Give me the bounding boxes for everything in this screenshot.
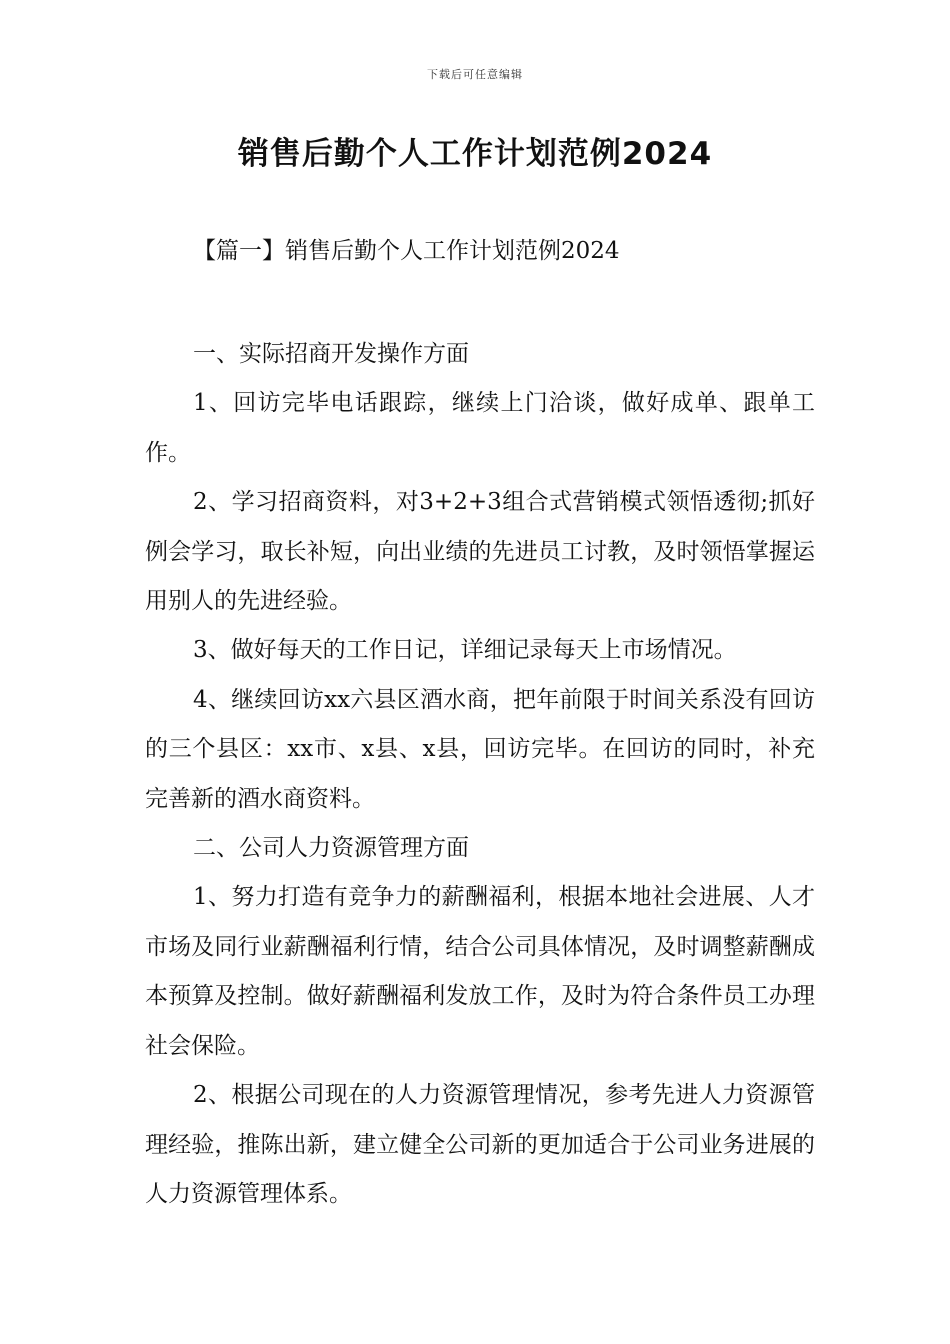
paragraph-item-3: 3、做好每天的工作日记，详细记录每天上市场情况。 (193, 637, 737, 664)
section-title: 【篇一】销售后勤个人工作计划范例2024 (193, 238, 620, 264)
paragraph-hr-item-2: 2、根据公司现在的人力资源管理情况，参考先进人力资源管理经验，推陈出新，建立健全公司新的更加适合于公司业务进展的人力资源管理体系。 (145, 1082, 815, 1207)
paragraph-item-1: 1、回访完毕电话跟踪，继续上门洽谈，做好成单、跟单工作。 (145, 390, 815, 466)
paragraph-hr-item-1: 1、努力打造有竞争力的薪酬福利，根据本地社会进展、人才市场及同行业薪酬福利行情，结合公司具体情况，及时调整薪酬成本预算及控制。做好薪酬福利发放工作，及时为符合条件员工办理社会保险。 (145, 884, 815, 1059)
document-title: 销售后勤个人工作计划范例2024 (237, 136, 713, 172)
paragraph-item-4: 4、继续回访xx六县区酒水商，把年前限于时间关系没有回访的三个县区：xx市、x县、x县，回访完毕。在回访的同时，补充完善新的酒水商资料。 (145, 686, 815, 812)
header-note: 下载后可任意编辑 (427, 68, 523, 81)
paragraph-item-2: 2、学习招商资料，对3+2+3组合式营销模式领悟透彻;抓好例会学习，取长补短，向出业绩的先进员工讨教，及时领悟掌握运用别人的先进经验。 (145, 489, 815, 615)
heading-human-resources: 二、公司人力资源管理方面 (193, 835, 469, 862)
heading-business-development: 一、实际招商开发操作方面 (193, 341, 469, 367)
document-body (145, 330, 815, 1219)
